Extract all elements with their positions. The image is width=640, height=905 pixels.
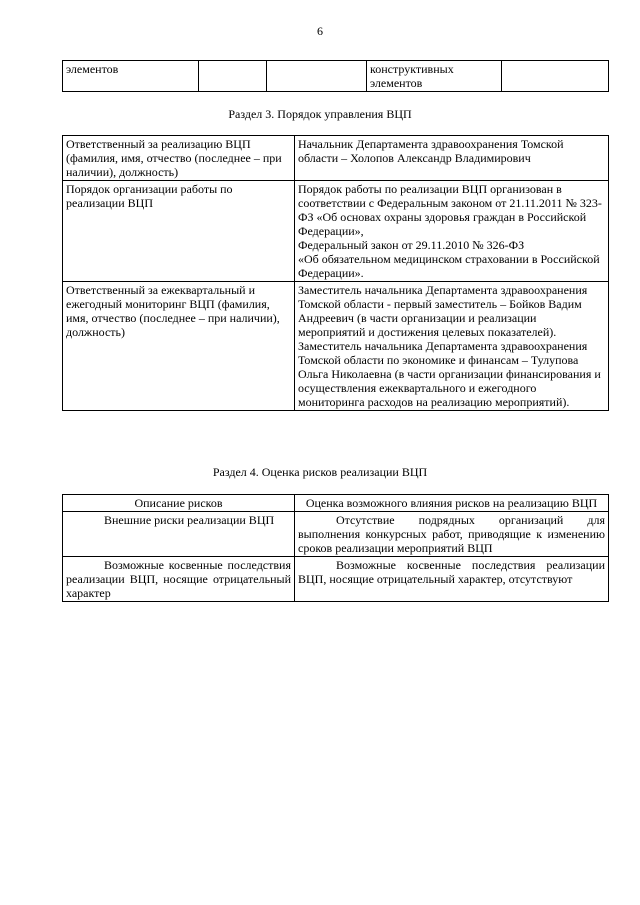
table-cell	[502, 61, 609, 92]
table-row	[63, 61, 609, 92]
value-line: Начальник Департамента здравоохранения Томской области – Холопов Александр Владимирович	[298, 137, 564, 165]
risk-description: Внешние риски реализации ВЦП	[63, 512, 295, 557]
header-risk-impact: Оценка возможного влияния рисков на реализацию ВЦП	[295, 495, 609, 512]
table-row	[63, 557, 609, 602]
section4-title: Раздел 4. Оценка рисков реализации ВЦП	[212, 465, 428, 479]
table-cell	[267, 61, 367, 92]
header-risk-description: Описание рисков	[63, 495, 295, 512]
table-cell	[199, 61, 267, 92]
value-line: Заместитель начальника Департамента здравоохранения Томской области по экономике и финансам – Тулупова Ольга Николаевна (в части организации финансирования и осуществления ежеквартального и ежегодного мониторинга расходов на реализацию мероприятий).	[298, 339, 601, 409]
risk-description: Возможные косвенные последствия реализации ВЦП, носящие отрицательный характер	[63, 557, 295, 602]
risk-impact: Возможные косвенные последствия реализации ВЦП, носящие отрицательный характер, отсутствуют	[295, 557, 609, 602]
continuation-table	[62, 60, 609, 92]
organization-label: Порядок организации работы по реализации ВЦП	[63, 181, 295, 282]
risk-impact: Отсутствие подрядных организаций для выполнения конкурсных работ, приводящие к изменению сроков реализации мероприятий ВЦП	[295, 512, 609, 557]
responsible-value	[295, 136, 609, 181]
table-header-row	[63, 495, 609, 512]
table-row	[63, 136, 609, 181]
organization-value	[295, 181, 609, 282]
section3-title: Раздел 3. Порядок управления ВЦП	[228, 107, 412, 121]
table-row	[63, 181, 609, 282]
responsible-label: Ответственный за реализацию ВЦП (фамилия, имя, отчество (последнее – при наличии), должность)	[63, 136, 295, 181]
monitoring-value	[295, 282, 609, 411]
risk-table	[62, 494, 609, 602]
table-cell: конструктивных элементов	[367, 61, 502, 92]
value-line: «Об обязательном медицинском страховании в Российской Федерации».	[298, 252, 600, 280]
table-cell: элементов	[63, 61, 199, 92]
page-number: 6	[317, 24, 323, 38]
value-line: Заместитель начальника Департамента здравоохранения Томской области - первый заместитель – Бойков Вадим Андреевич (в части организации и реализации мероприятий и достижения целевых показателей).	[298, 283, 588, 339]
management-table	[62, 135, 609, 411]
value-line: Федеральный закон от 29.11.2010 № 326-ФЗ	[298, 238, 525, 252]
table-row	[63, 282, 609, 411]
monitoring-label: Ответственный за ежеквартальный и ежегодный мониторинг ВЦП (фамилия, имя, отчество (последнее – при наличии), должность)	[63, 282, 295, 411]
table-row	[63, 512, 609, 557]
value-line: Порядок работы по реализации ВЦП организован в соответствии с Федеральным законом от 21.11.2011 № 323-ФЗ «Об основах охраны здоровья граждан в Российской Федерации»,	[298, 182, 602, 238]
